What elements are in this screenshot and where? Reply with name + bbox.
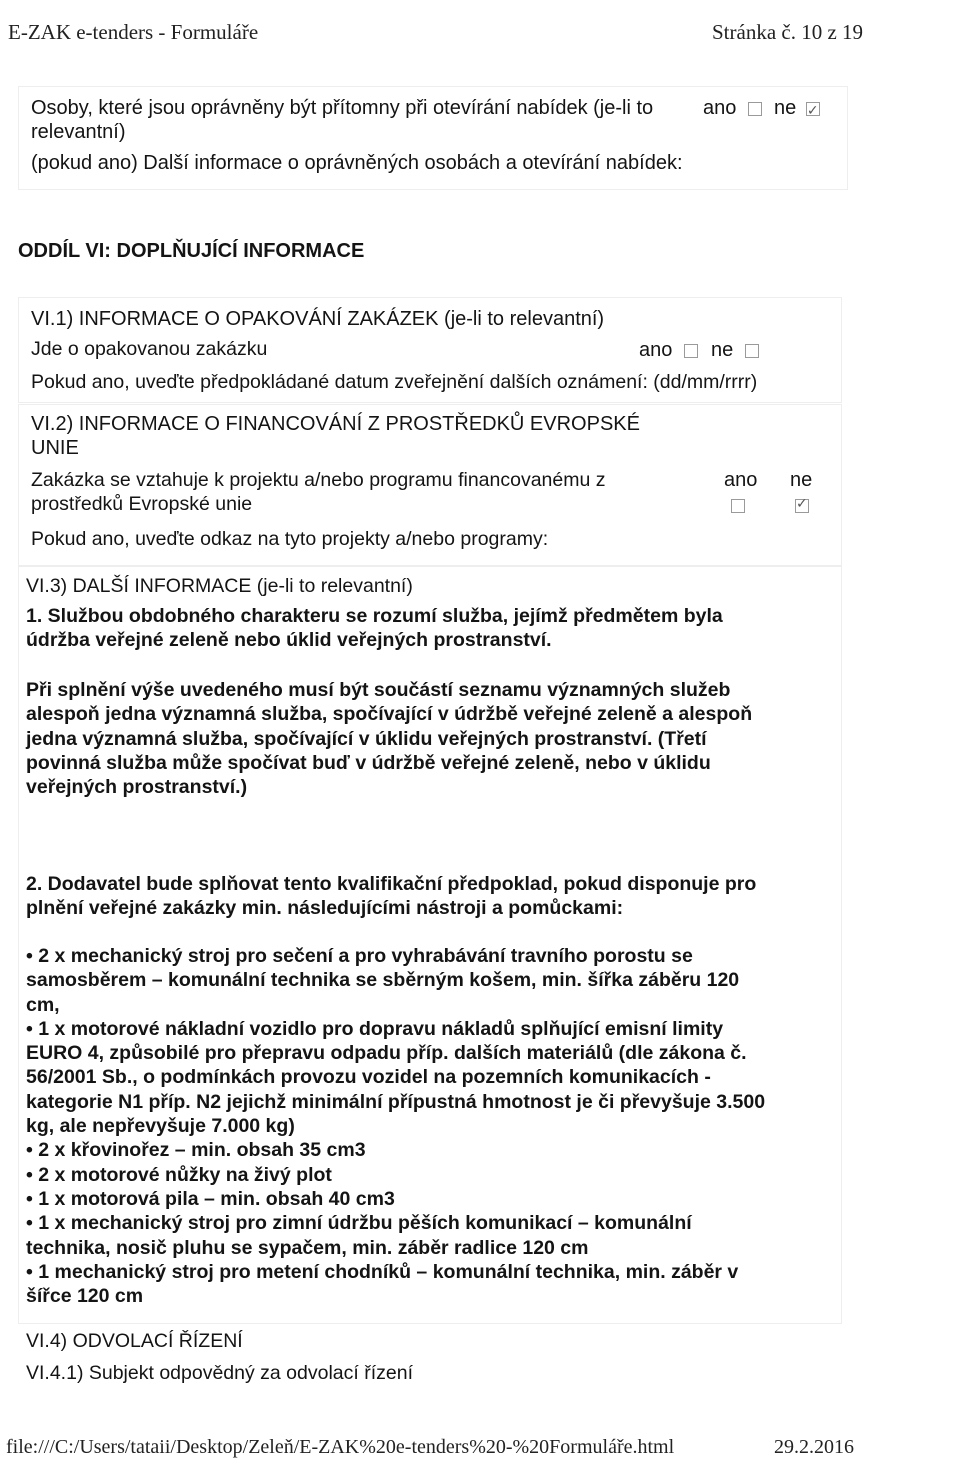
paragraph-line: povinná služba může spočívat buď v údržbě veřejné zeleně, nebo v úklidu — [26, 751, 711, 774]
list-item: kg, ale nepřevyšuje 7.000 kg) — [26, 1115, 295, 1138]
vi2-yes-label: ano — [724, 469, 758, 491]
list-item: kategorie N1 příp. N2 jejichž minimální přípustná hmotnost je či převyšuje 3.500 — [26, 1090, 766, 1113]
list-item: technika, nosič pluhu se sypačem, min. záběr radlice 120 cm — [26, 1236, 589, 1259]
vi2-yes-checkbox[interactable] — [731, 499, 745, 513]
no-label: ne — [774, 97, 797, 119]
list-item: • 2 x mechanický stroj pro sečení a pro vyhrabávání travního porostu se — [26, 945, 693, 967]
opening-no-option[interactable] — [774, 96, 820, 120]
list-item: šířce 120 cm — [26, 1285, 144, 1308]
vi2-yes-option[interactable] — [731, 497, 745, 515]
paragraph-line: plnění veřejné zakázky min. následujícími nástroji a pomůckami: — [26, 897, 624, 920]
vi3-paragraph-3 — [26, 872, 826, 921]
vi2-no-label: ne — [790, 469, 813, 491]
vi1-yes-checkbox[interactable] — [684, 344, 698, 358]
vi2-question: Zakázka se vztahuje k projektu a/nebo programu financovanému z — [31, 469, 606, 491]
no-label: ne — [711, 339, 734, 361]
list-item: • 2 x motorové nůžky na živý plot — [26, 1163, 332, 1186]
opening-persons-question-cont: relevantní) — [31, 121, 126, 143]
opening-yes-option[interactable] — [703, 96, 762, 120]
vi1-no-checkbox[interactable] — [745, 344, 759, 358]
list-item: 56/2001 Sb., o podmínkách provozu vozidel na pozemních komunikacích - — [26, 1066, 711, 1089]
opening-no-checkbox[interactable] — [806, 102, 820, 116]
paragraph-line: 2. Dodavatel bude splňovat tento kvalifikační předpoklad, pokud disponuje pro — [26, 873, 757, 895]
opening-persons-question: Osoby, které jsou oprávněny být přítomny při otevírání nabídek (je-li to — [31, 97, 654, 119]
list-item: • 1 x mechanický stroj pro zimní údržbu pěších komunikací – komunální — [26, 1212, 692, 1235]
vi2-no-checkbox[interactable] — [795, 499, 809, 513]
paragraph-line: 1. Službou obdobného charakteru se rozumí služba, jejímž předmětem byla — [26, 605, 723, 627]
vi3-equipment-list — [26, 944, 826, 1308]
list-item: cm, — [26, 993, 60, 1016]
paragraph-line: údržba veřejné zeleně nebo úklid veřejných prostranství. — [26, 629, 552, 652]
paragraph-line: jedna významná služba, spočívající v úklidu veřejných prostranství. (Třetí — [26, 727, 707, 750]
list-item: • 2 x křovinořez – min. obsah 35 cm3 — [26, 1139, 366, 1162]
paragraph-line: veřejných prostranství.) — [26, 776, 248, 799]
footer-file-path: file:///C:/Users/tataii/Desktop/Zeleň/E-ZAK%20e-tenders%20-%20Formuláře.html — [6, 1436, 675, 1458]
vi3-paragraph-1 — [26, 604, 826, 653]
vi3-paragraph-2 — [26, 678, 826, 799]
paragraph-line: alespoň jedna významná služba, spočívající v údržbě veřejné zeleně a alespoň — [26, 703, 753, 726]
vi1-yes-option[interactable] — [639, 338, 698, 362]
vi1-no-option[interactable] — [711, 338, 759, 362]
vi2-question-cont: prostředků Evropské unie — [31, 493, 253, 515]
vi1-question: Jde o opakovanou zakázku — [31, 338, 268, 360]
yes-label: ano — [639, 339, 673, 361]
vi1-date-line: Pokud ano, uveďte předpokládané datum zveřejnění dalších oznámení: (dd/mm/rrrr) — [31, 371, 758, 393]
vi4-subtitle: VI.4.1) Subjekt odpovědný za odvolací řízení — [26, 1362, 413, 1384]
page-header-title: E-ZAK e-tenders - Formuláře — [8, 20, 259, 44]
page-number: Stránka č. 10 z 19 — [712, 20, 864, 44]
paragraph-line: Při splnění výše uvedeného musí být součástí seznamu významných služeb — [26, 679, 731, 701]
vi4-title: VI.4) ODVOLACÍ ŘÍZENÍ — [26, 1330, 243, 1352]
vi2-title: VI.2) INFORMACE O FINANCOVÁNÍ Z PROSTŘEDKŮ EVROPSKÉ — [31, 413, 640, 435]
section-title: ODDÍL VI: DOPLŇUJÍCÍ INFORMACE — [18, 240, 365, 262]
vi1-title: VI.1) INFORMACE O OPAKOVÁNÍ ZAKÁZEK (je-li to relevantní) — [31, 308, 605, 330]
list-item: • 1 x motorové nákladní vozidlo pro dopravu nákladů splňující emisní limity — [26, 1017, 724, 1040]
yes-label: ano — [703, 97, 737, 119]
vi2-title-cont: UNIE — [31, 437, 79, 459]
footer-date: 29.2.2016 — [774, 1436, 854, 1458]
list-item: EURO 4, způsobilé pro přepravu odpadu příp. dalších materiálů (dle zákona č. — [26, 1042, 747, 1065]
list-item: • 1 mechanický stroj pro metení chodníků – komunální technika, min. záběr v — [26, 1260, 739, 1283]
list-item: • 1 x motorová pila – min. obsah 40 cm3 — [26, 1187, 395, 1210]
vi2-no-option[interactable] — [795, 497, 809, 515]
vi3-title: VI.3) DALŠÍ INFORMACE (je-li to relevantní) — [26, 575, 413, 597]
opening-more-info: (pokud ano) Další informace o oprávněných osobách a otevírání nabídek: — [31, 152, 683, 174]
list-item: samosběrem – komunální technika se sběrným košem, min. šířka záběru 120 — [26, 969, 740, 992]
opening-yes-checkbox[interactable] — [748, 102, 762, 116]
vi2-reference-line: Pokud ano, uveďte odkaz na tyto projekty a/nebo programy: — [31, 528, 549, 550]
